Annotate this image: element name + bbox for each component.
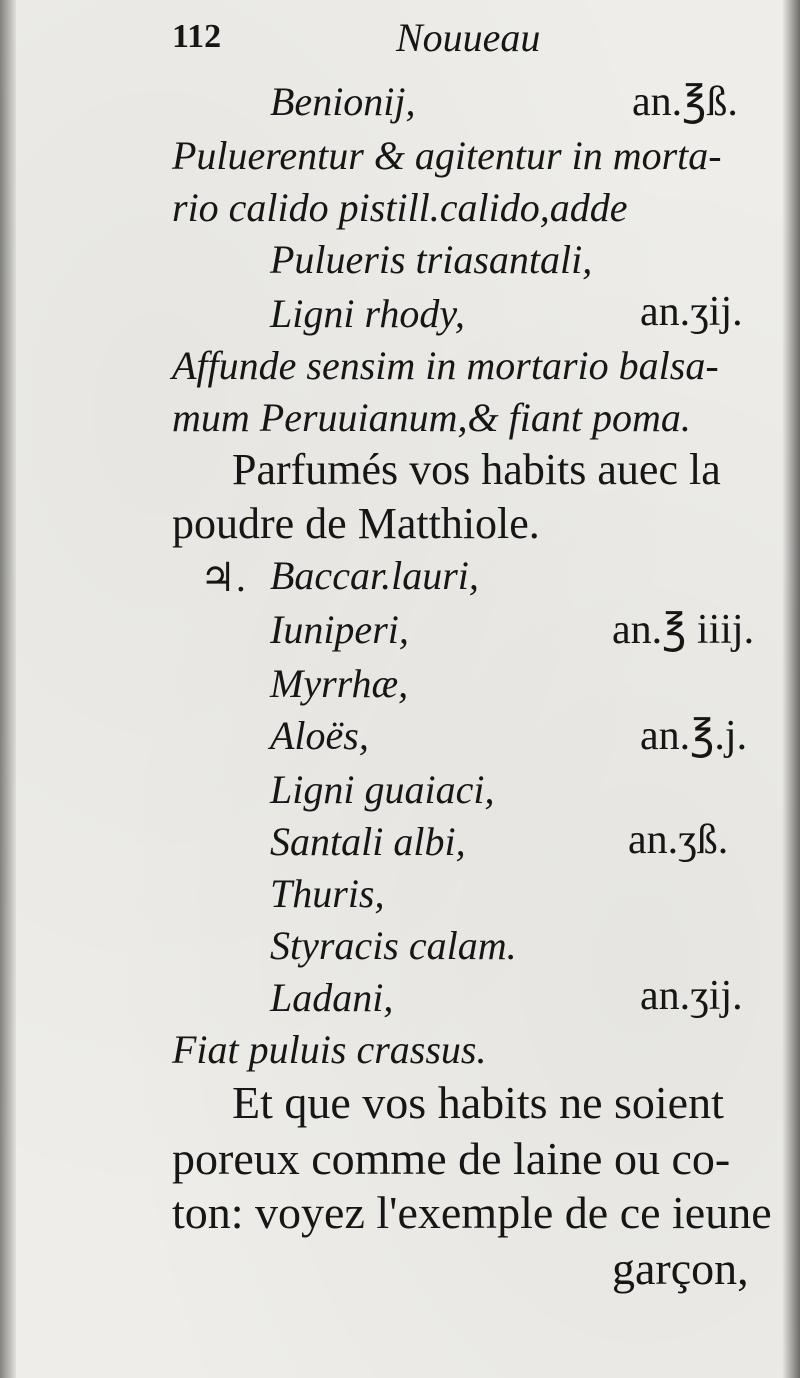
- text-line: Santali albi,: [270, 819, 466, 864]
- recipe-symbol: ♃.: [200, 555, 246, 600]
- text-line: Baccar.lauri,: [270, 553, 479, 598]
- text-line: Iuniperi,: [270, 607, 409, 652]
- text-line: poreux comme de laine ou co-: [172, 1133, 731, 1184]
- text-line: Affunde sensim in mortario balsa-: [172, 343, 719, 388]
- dose-label: an.℥.j.: [640, 713, 748, 759]
- running-title: Nouueau: [396, 15, 541, 60]
- page-number: 112: [172, 18, 222, 55]
- dose-label: an.ʒß.: [628, 817, 729, 863]
- text-line: Ligni guaiaci,: [270, 767, 495, 812]
- text-line: ton: voyez l'exemple de ce ieune: [172, 1187, 772, 1238]
- text-line: Puluerentur & agitentur in morta-: [172, 133, 722, 178]
- text-line: Pulueris triasantali,: [270, 237, 593, 282]
- dose-label: an.℥ß.: [632, 79, 738, 125]
- dose-label: an.℥ iiij.: [612, 607, 755, 653]
- text-line: Parfumés vos habits auec la: [232, 445, 721, 494]
- page-edge-shadow-left: [0, 0, 16, 1378]
- text-line: poudre de Matthiole.: [172, 499, 540, 548]
- text-line: Ligni rhody,: [270, 291, 465, 336]
- text-line: Et que vos habits ne soient: [232, 1077, 724, 1128]
- text-line: Myrrhæ,: [270, 661, 409, 706]
- text-line: Aloës,: [270, 713, 369, 758]
- text-line: Thuris,: [270, 871, 385, 916]
- text-line: rio calido pistill.calido,adde: [172, 185, 628, 230]
- text-line: Benionij,: [270, 79, 416, 124]
- text-line: Fiat puluis crassus.: [172, 1027, 487, 1072]
- page-edge-shadow-right: [782, 0, 800, 1378]
- text-line: Ladani,: [270, 975, 394, 1020]
- dose-label: an.ʒij.: [640, 973, 743, 1019]
- text-line: mum Peruuianum,& fiant poma.: [172, 395, 691, 440]
- text-line: Styracis calam.: [270, 923, 517, 968]
- text-line: garçon,: [612, 1243, 749, 1294]
- dose-label: an.ʒij.: [640, 289, 743, 335]
